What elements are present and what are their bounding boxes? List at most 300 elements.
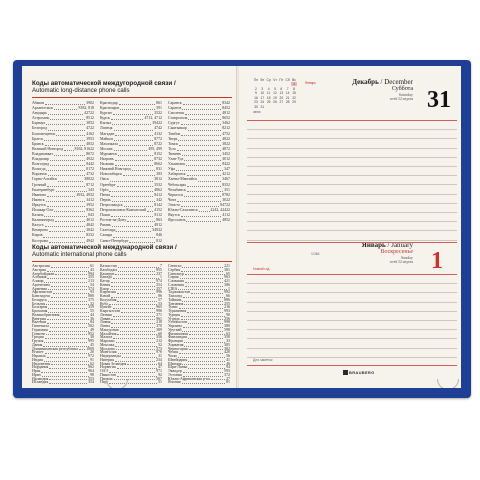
dial-code: 62: [90, 361, 94, 366]
leader-dots: [111, 280, 156, 283]
leader-dots: [111, 284, 155, 287]
city-name: Краснодар: [100, 101, 118, 105]
dial-code: 386: [224, 282, 230, 287]
dial-code: 81: [226, 380, 230, 385]
calendar-day: 30: [254, 104, 258, 109]
city-name: Смоленск: [168, 111, 185, 116]
dial-code: 4912: [154, 223, 162, 228]
dial-code: 355: [88, 275, 94, 280]
leader-dots: [116, 348, 156, 351]
dial-code: 98: [90, 372, 94, 377]
city-name: Доминиканская республика: [32, 346, 78, 351]
calendar-day: 12: [273, 91, 277, 96]
right-page: [239, 66, 461, 388]
leader-dots: [45, 142, 86, 146]
ruled-line: [247, 230, 457, 231]
city-name: Анадырь: [32, 111, 47, 116]
leader-dots: [49, 378, 87, 381]
leader-dots: [110, 288, 155, 291]
dial-code: 373: [156, 346, 162, 351]
day2-count: 1/364: [311, 252, 320, 256]
dial-code: 812: [156, 238, 162, 243]
leader-dots: [179, 142, 221, 146]
dial-code: 94: [226, 365, 230, 370]
leader-dots: [79, 348, 85, 351]
brand-name: BRAUBERG: [349, 370, 375, 375]
dial-code: 254: [156, 282, 162, 287]
leader-dots: [112, 121, 151, 125]
city-name: Ирак: [32, 369, 41, 373]
dial-code: 61: [90, 264, 94, 268]
city-name: Таиланд: [168, 294, 182, 298]
city-name: Ханты-Мансийск: [168, 177, 198, 182]
city-name: Пакистан: [100, 372, 116, 377]
leader-dots: [185, 284, 223, 287]
dial-code: 255: [224, 301, 230, 306]
city-name: Вологда: [32, 167, 46, 172]
leader-dots: [181, 269, 223, 272]
leader-dots: [188, 126, 222, 130]
city-name: Курск: [100, 116, 110, 121]
city-name: Чехия: [168, 350, 179, 355]
city-name: Уфа: [168, 167, 176, 172]
dial-code: 7: [160, 264, 162, 268]
city-name: Армения: [32, 286, 47, 291]
day1-week: week 52 неделя: [389, 97, 413, 101]
city-name: Ростов-на-Дону: [100, 218, 127, 223]
leader-dots: [47, 318, 89, 321]
calendar-day: 8: [293, 86, 295, 91]
calendar-day: 18: [266, 95, 271, 100]
dial-code: 8362: [86, 207, 94, 212]
leader-dots: [44, 213, 87, 217]
city-name: Азербайджан: [32, 271, 55, 276]
city-name: Новая Зеландия: [100, 361, 127, 366]
leader-dots: [180, 276, 224, 279]
city-name: Шри-Ланка: [168, 365, 188, 370]
codes-column: [168, 101, 230, 223]
leader-dots: [121, 310, 155, 313]
city-name: Аргентина: [32, 282, 50, 287]
dial-code: 3842: [86, 228, 94, 233]
city-name: Катар: [100, 279, 110, 283]
dial-code: 965: [156, 305, 162, 310]
leader-dots: [50, 325, 87, 328]
leader-dots: [111, 116, 144, 120]
dial-code: 234: [156, 357, 162, 362]
calendar-day: [253, 82, 259, 86]
calendar-day: 29: [292, 100, 296, 105]
ruled-line: [247, 129, 457, 130]
dial-code: 971: [156, 369, 162, 373]
domestic-title-rule: [32, 97, 232, 98]
leader-dots: [176, 167, 223, 171]
city-name: Монголия: [100, 350, 117, 355]
dial-code: 8172: [86, 167, 94, 172]
city-name: Хорватия: [168, 342, 184, 347]
city-name: Тунис: [168, 305, 179, 310]
dial-code: 4832: [86, 141, 94, 146]
city-name: Братск: [32, 136, 44, 141]
city-name: Иркутск: [32, 202, 46, 207]
dial-code: 380: [224, 324, 230, 328]
leader-dots: [48, 288, 87, 291]
city-name: Латвия: [100, 312, 112, 317]
leader-dots: [117, 299, 157, 302]
leader-dots: [182, 299, 223, 302]
dial-code: 4132: [154, 131, 162, 136]
dial-code: 996: [156, 309, 162, 313]
dial-code: 3952: [86, 202, 94, 207]
city-name: Сургут: [168, 121, 180, 126]
dial-code: 34922: [152, 228, 162, 233]
calendar-day: [272, 82, 278, 86]
leader-dots: [51, 363, 89, 366]
city-name: Белгород: [32, 126, 48, 131]
dial-code: 218: [156, 320, 162, 325]
international-title-en: Automatic international phone calls: [32, 251, 127, 258]
dial-code: 382: [224, 346, 230, 351]
calendar-day: 24: [260, 100, 265, 105]
city-name: Грузия: [32, 339, 44, 343]
dial-code: 90: [226, 312, 230, 317]
calendar-day: 22: [292, 95, 296, 100]
leader-dots: [147, 208, 153, 212]
ruled-line: [247, 302, 457, 303]
leader-dots: [181, 318, 224, 321]
calendar-day: 19: [273, 95, 277, 100]
city-name: Афганистан: [32, 290, 52, 295]
leader-dots: [117, 333, 157, 336]
dial-code: 3902: [86, 101, 94, 105]
leader-dots: [119, 142, 153, 146]
leader-dots: [183, 101, 222, 105]
leader-dots: [49, 239, 85, 243]
leader-dots: [110, 177, 153, 181]
code-entry: [168, 218, 230, 223]
city-name: Дания: [32, 342, 43, 347]
ruled-line: [247, 212, 457, 213]
code-entry: [168, 381, 230, 385]
dial-code: 4212: [222, 172, 230, 177]
leader-dots: [44, 359, 89, 362]
dial-code: 8662: [154, 162, 162, 167]
codes-column: [100, 101, 162, 244]
city-name: Алжир: [32, 279, 44, 283]
city-name: Турция: [168, 312, 181, 317]
leader-dots: [115, 132, 153, 136]
dial-code: 996: [156, 290, 162, 295]
dial-code: 4872: [222, 146, 230, 151]
leader-dots: [187, 183, 221, 187]
city-name: США: [168, 286, 178, 291]
calendar-day: 31: [260, 104, 265, 109]
city-name: Ставрополь: [168, 116, 188, 121]
dial-code: 213: [88, 279, 94, 283]
leader-dots: [181, 314, 225, 317]
international-title-ru: Коды автоматической международной связи /: [32, 244, 177, 251]
codes-column: [32, 101, 94, 244]
ruled-line: [247, 221, 457, 222]
city-name: Казань: [32, 213, 44, 218]
city-name: Болгария: [32, 305, 48, 310]
day2-header: Январь / January Воскресенье Sunday week 52 неделя: [361, 241, 413, 264]
dial-code: 383: [156, 172, 162, 177]
dial-code: 4162: [86, 131, 94, 136]
city-name: Чили: [168, 354, 177, 358]
leader-dots: [184, 193, 221, 197]
dial-code: 216: [224, 305, 230, 310]
dial-code: 3412: [86, 197, 94, 202]
dial-code: 992: [224, 290, 230, 295]
leader-dots: [111, 321, 155, 324]
leader-dots: [115, 273, 155, 276]
city-name: Гонконг: [32, 331, 46, 336]
city-name: Казахстан: [100, 264, 117, 268]
dial-code: 831: [156, 167, 162, 172]
dial-code: 8442: [86, 162, 94, 167]
dial-code: 993: [224, 309, 230, 313]
leader-dots: [115, 162, 153, 166]
dial-code: 60: [158, 331, 162, 336]
leader-dots: [117, 366, 157, 369]
calendar-day: [285, 82, 291, 86]
city-name: Ливан: [100, 316, 111, 321]
dial-code: 4012: [86, 218, 94, 223]
leader-dots: [189, 348, 224, 351]
dial-code: 84: [90, 320, 94, 325]
city-name: Новосибирск: [100, 172, 123, 177]
code-entry: [32, 239, 94, 244]
ruled-line: [247, 311, 457, 312]
dial-code: 3532: [154, 182, 162, 187]
dial-code: 976: [156, 350, 162, 355]
city-name: Калуга: [32, 223, 44, 228]
city-name: Петрозаводск: [100, 202, 123, 207]
calendar-weekday: Пн: [253, 78, 259, 82]
leader-dots: [56, 188, 87, 192]
dial-code: 371: [156, 312, 162, 317]
dial-code: 3467: [222, 177, 230, 182]
leader-dots: [185, 280, 223, 283]
city-name: Ярославль: [168, 218, 186, 223]
leader-dots: [45, 336, 89, 339]
city-name: Перу: [100, 380, 109, 385]
dial-code: 495, 499: [148, 146, 162, 151]
city-name: Китай: [100, 294, 111, 298]
mini-calendar: [253, 78, 297, 114]
day2-month-ru: Январь: [361, 241, 386, 249]
dial-code: 381: [224, 267, 230, 272]
leader-dots: [182, 106, 221, 110]
leader-dots: [118, 269, 155, 272]
dial-code: 4152: [154, 207, 162, 212]
dial-code: 370: [156, 324, 162, 328]
city-name: Куба: [100, 301, 108, 306]
code-entry: [100, 239, 162, 244]
city-name: Индонезия: [32, 361, 51, 366]
leader-dots: [184, 344, 223, 347]
dial-code: 354: [88, 380, 94, 385]
city-name: Нижний Новгород: [100, 167, 131, 172]
city-name: Франция: [168, 339, 183, 343]
dial-code: 347: [224, 167, 230, 172]
day1-header: Декабрь / December Суббота Saturday week 52 неделя: [352, 78, 413, 101]
leader-dots: [127, 363, 157, 366]
leader-dots: [45, 351, 90, 354]
dial-code: 20: [90, 350, 94, 355]
leader-dots: [49, 228, 85, 232]
dial-code: 358: [224, 335, 230, 340]
dial-code: 92: [158, 372, 162, 377]
brand-logo: [343, 370, 375, 375]
leader-dots: [46, 333, 87, 336]
dial-code: 359: [88, 305, 94, 310]
leader-dots: [117, 183, 153, 187]
city-name: Македония: [100, 327, 119, 332]
dial-code: 63: [226, 331, 230, 336]
city-name: Пенза: [100, 192, 110, 197]
leader-dots: [182, 363, 225, 366]
leader-dots: [48, 126, 85, 130]
codes-column: [168, 265, 230, 385]
ruled-line: [247, 292, 457, 293]
leader-dots: [115, 344, 157, 347]
calendar-day: [266, 82, 272, 86]
city-name: Вьетнам: [32, 320, 47, 325]
leader-dots: [122, 355, 157, 358]
dial-code: 852: [88, 331, 94, 336]
dial-code: 372: [224, 372, 230, 377]
leader-dots: [182, 329, 223, 332]
leader-dots: [114, 147, 148, 151]
leader-dots: [50, 157, 85, 161]
city-name: Южно-Африканская р-ка: [168, 376, 210, 381]
city-name: Малайзия: [100, 331, 117, 336]
city-name: Словакия: [168, 279, 184, 283]
leader-dots: [118, 152, 153, 156]
ruled-line: [247, 320, 457, 321]
day2-number: 1: [431, 248, 443, 274]
leader-dots: [47, 321, 89, 324]
dial-code: 237: [156, 271, 162, 276]
domestic-codes-title: [32, 80, 176, 94]
city-name: Финляндия: [168, 335, 187, 340]
city-name: Барнаул: [32, 121, 46, 126]
dial-code: 3012: [222, 157, 230, 162]
dial-code: 8342: [222, 101, 230, 105]
city-name: Эстония: [168, 372, 182, 377]
city-name: Тула: [168, 146, 176, 151]
leader-dots: [44, 280, 87, 283]
dial-code: 8712: [86, 182, 94, 187]
dial-code: 57: [158, 297, 162, 302]
calendar-weekday: Пт: [279, 78, 284, 82]
leader-dots: [183, 370, 223, 373]
city-name: Беларусь: [32, 297, 47, 302]
city-name: Мальта: [100, 335, 113, 340]
leader-dots: [46, 303, 89, 306]
codes-column: [32, 265, 94, 385]
dial-code: 4242, 42422: [210, 207, 230, 212]
city-name: Владимир: [32, 157, 49, 162]
city-name: Колумбия: [100, 297, 117, 302]
section-divider: [247, 365, 457, 366]
city-name: Салехард: [100, 228, 116, 233]
leader-dots: [119, 101, 156, 105]
dial-code: 4722: [86, 126, 94, 131]
city-name: Псков: [100, 213, 111, 218]
leader-dots: [117, 291, 155, 294]
calendar-day: [259, 82, 265, 86]
dial-code: 212: [156, 339, 162, 343]
leader-dots: [64, 147, 73, 151]
dial-code: 4922: [86, 157, 94, 162]
day1-number: 31: [427, 87, 451, 113]
city-name: Великобритания: [32, 312, 60, 317]
dial-code: 46: [226, 361, 230, 366]
leader-dots: [51, 265, 89, 268]
dial-code: 56: [226, 354, 230, 358]
leader-dots: [187, 310, 223, 313]
dial-code: 3852: [86, 121, 94, 126]
leader-dots: [120, 106, 155, 110]
city-name: Брянск: [32, 141, 44, 146]
dial-code: 351: [224, 187, 230, 192]
leader-dots: [118, 265, 159, 268]
dial-code: 45: [90, 342, 94, 347]
leader-dots: [47, 276, 87, 279]
domestic-title-ru: Коды автоматической междугородной связи /: [32, 80, 176, 87]
city-name: Грозный: [32, 182, 47, 187]
city-name: Нидерланды: [100, 354, 121, 358]
leader-dots: [185, 111, 221, 115]
ruled-line: [247, 240, 457, 241]
dial-code: 66: [226, 294, 230, 298]
leader-dots: [46, 167, 85, 171]
leader-dots: [179, 351, 223, 354]
city-name: Великий Новгород: [32, 146, 64, 151]
dial-code: 84722: [220, 202, 230, 207]
city-name: Абакан: [32, 101, 44, 105]
ruled-line: [247, 338, 457, 339]
city-name: Нальчик: [100, 162, 114, 167]
city-name: Астрахань: [32, 116, 50, 121]
city-name: Владикавказ: [32, 151, 53, 156]
leader-dots: [183, 325, 223, 328]
dial-code: 861: [156, 101, 162, 105]
city-name: Воронеж: [32, 172, 47, 177]
ruled-line: [247, 148, 457, 149]
city-name: Йошкар-Ола: [32, 207, 54, 212]
leader-dots: [198, 177, 221, 181]
calendar-day: 13: [279, 91, 284, 96]
leader-dots: [55, 273, 87, 276]
dial-code: 65: [226, 271, 230, 276]
city-name: Бельгия: [32, 301, 46, 306]
city-name: Молдова: [100, 346, 115, 351]
dial-code: 8652: [222, 116, 230, 121]
day1-weekday-ru: Суббота: [391, 86, 413, 92]
dial-code: 880: [88, 294, 94, 298]
dial-code: 221: [224, 264, 230, 268]
city-name: Литва: [100, 324, 110, 328]
city-name: Махачкала: [100, 141, 118, 146]
leader-dots: [51, 284, 89, 287]
city-name: Кувейт: [100, 305, 112, 310]
leader-dots: [113, 233, 155, 237]
leader-dots: [54, 208, 85, 212]
